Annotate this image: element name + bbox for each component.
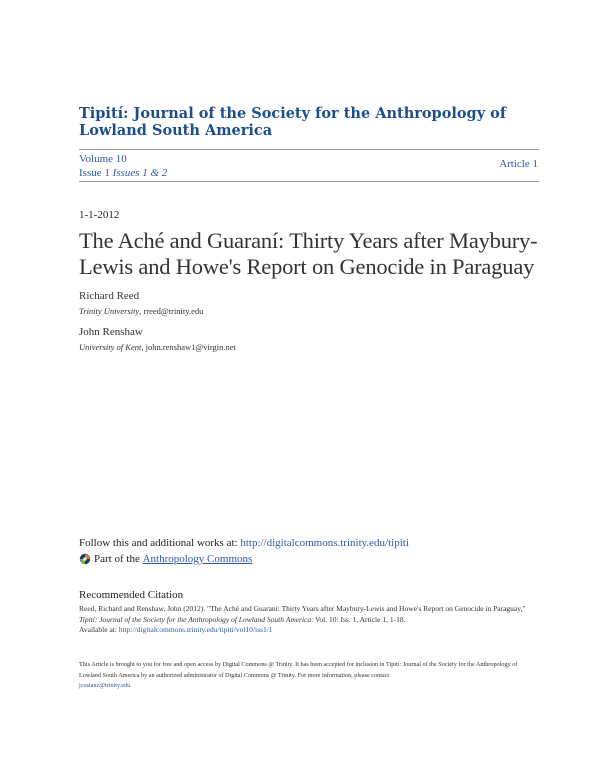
access-notice: [79, 660, 529, 692]
header-rule-top: [79, 149, 539, 150]
commons-network-icon: [79, 553, 91, 565]
citation-details: : Vol. 10: Iss. 1, Article 1, 1-18.: [311, 614, 406, 624]
citation-text: [79, 604, 529, 636]
publication-date: 1-1-2012: [79, 209, 120, 221]
author-affiliation-line: Trinity University, rreed@trinity.edu: [79, 306, 204, 316]
author-email[interactable]: rreed@trinity.edu: [143, 306, 204, 316]
article-link[interactable]: Article 1: [499, 158, 538, 170]
issue-label[interactable]: Issue 1: [79, 167, 110, 179]
follow-prefix: Follow this and additional works at:: [79, 537, 238, 549]
volume-label[interactable]: Volume 10: [79, 153, 127, 165]
citation-journal: Tipití: Journal of the Society for the Anthropology of Lowland South America: [79, 614, 312, 624]
header-rule-bottom: [79, 181, 539, 182]
citation-url-link[interactable]: http://digitalcommons.trinity.edu/tipiti/vol10/iss1/1: [118, 625, 273, 634]
author-affiliation-line: University of Kent, john.renshaw1@virgin.net: [79, 342, 236, 352]
journal-title[interactable]: Tipití: Journal of the Society for the Anthropology of Lowland South America: [79, 105, 507, 139]
article-title: The Aché and Guaraní: Thirty Years after Maybury-Lewis and Howe's Report on Genocide in Paraguay: [79, 228, 538, 279]
author-affiliation: Trinity University: [79, 306, 140, 316]
author-name: Richard Reed: [79, 290, 140, 302]
follow-line: [79, 537, 409, 549]
author-email[interactable]: john.renshaw1@virgin.net: [145, 342, 236, 352]
author-name: John Renshaw: [79, 326, 143, 338]
author-block: [79, 326, 236, 353]
issue-link[interactable]: Issues 1 & 2: [112, 167, 168, 179]
citation-available-prefix: Available at:: [79, 625, 117, 634]
citation-authors-title: Reed, Richard and Renshaw, John (2012). "The Aché and Guaraní: Thirty Years after Maybury-Lewis and Howe's Report on Genocide in Paraguay,": [79, 604, 526, 613]
contact-email-link[interactable]: jcostanz@trinity.edu.: [79, 682, 132, 689]
repository-link[interactable]: http://digitalcommons.trinity.edu/tipiti: [240, 537, 409, 549]
part-of-prefix: Part of the: [94, 553, 140, 565]
notice-text: This Article is brought to you for free and open access by Digital Commons @ Trinity. It has been accepted for inclusion in Tipití: Journal of the Society for the Anthropology of Lowland South America by an authorized administrator of Digital Commons @ Trinity. For more information, please contact: [79, 661, 518, 679]
author-block: [79, 290, 203, 317]
anthropology-commons-link[interactable]: Anthropology Commons: [142, 553, 253, 565]
part-of-line: [79, 553, 252, 565]
recommended-citation-heading: Recommended Citation: [79, 589, 184, 601]
author-affiliation: University of Kent: [79, 342, 142, 352]
issue-line: [79, 166, 167, 180]
